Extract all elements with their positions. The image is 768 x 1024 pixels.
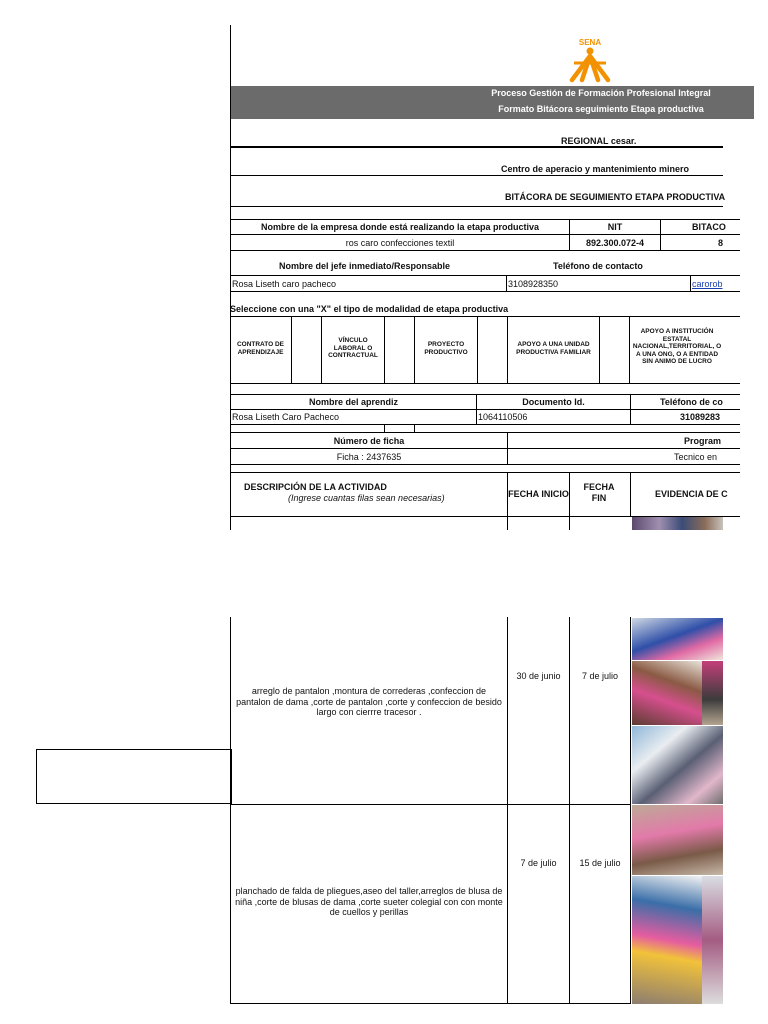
act-h-evidencia: EVIDENCIA DE C <box>655 489 728 499</box>
act-row1-inicio-cell <box>507 617 570 805</box>
act-row1-fin: 7 de julio <box>581 671 619 681</box>
header-line2: Formato Bitácora seguimiento Etapa productiva <box>498 104 704 114</box>
jefe-email-link[interactable]: carorob <box>692 279 723 289</box>
empresa-v-bitacora-cell <box>660 234 740 251</box>
act-h-fin: FECHA FIN <box>583 482 615 503</box>
empresa-v-bitacora: 8 <box>718 238 724 248</box>
mod-check-proyecto[interactable] <box>477 316 508 384</box>
act-h-inicio: FECHA INICIO <box>508 489 569 499</box>
act-h-desc-sub: (Ingrese cuantas filas sean necesarias) <box>288 493 445 503</box>
modalidad-title: Seleccione con una "X" el tipo de modalidad de etapa productiva <box>230 304 509 314</box>
jefe-v-nombre: Rosa Liseth caro pacheco <box>232 279 337 289</box>
act-strip-left <box>230 516 231 530</box>
ficha-h-numero: Número de ficha <box>333 436 405 446</box>
mod-opt-institucion: APOYO A INSTITUCIÓN ESTATAL NACIONAL,TERRITORIAL, O A UNA ONG, O A ENTIDAD SIN ANIMO DE LUCRO <box>632 328 722 365</box>
act-row2-fin-cell <box>569 804 631 1004</box>
evidence-photo-strip <box>632 517 723 530</box>
ficha-v-programa: Tecnico en <box>674 452 718 462</box>
act-h-desc: DESCRIPCIÓN DE LA ACTIVIDAD <box>244 482 387 492</box>
mod-opt-proyecto: PROYECTO PRODUCTIVO <box>424 341 468 356</box>
act-row2-desc: planchado de falda de pliegues,aseo del taller,arreglos de blusa de niña ,corte de blusas de dama ,corte sueter colegial con con monte de cuellos y perillas <box>235 886 503 917</box>
evidence-photo-3 <box>702 661 723 725</box>
evidence-photo-7 <box>702 876 723 1004</box>
mod-opt-unidad-familiar: APOYO A UNA UNIDAD PRODUCTIVA FAMILIAR <box>516 341 591 356</box>
sena-logo-icon <box>566 47 614 83</box>
act-row2-fin: 15 de julio <box>579 858 621 868</box>
mod-opt-vinculo: VÍNCULO LABORAL O CONTRACTUAL <box>328 337 378 359</box>
mod-check-vinculo[interactable] <box>384 316 415 384</box>
rule-1 <box>231 146 723 148</box>
mod-opt-contrato: CONTRATO DE APRENDIZAJE <box>236 341 285 356</box>
act-row2-inicio: 7 de julio <box>520 858 557 868</box>
evidence-photo-6 <box>632 876 702 1004</box>
jefe-h-nombre: Nombre del jefe inmediato/Responsable <box>279 261 451 271</box>
empresa-h-nit: NIT <box>607 222 623 232</box>
act-row1-inicio: 30 de junio <box>516 671 561 681</box>
ficha-h-programa: Program <box>684 436 722 446</box>
empresa-h-nombre: Nombre de la empresa donde está realizando la etapa productiva <box>260 222 540 232</box>
aprendiz-h-tel: Teléfono de co <box>660 397 723 407</box>
side-empty-box <box>36 749 232 804</box>
aprendiz-h-doc: Documento Id. <box>522 397 585 407</box>
aprendiz-v-doc: 1064110506 <box>478 412 528 422</box>
aprendiz-tick-2 <box>414 425 415 432</box>
empresa-v-nombre: ros caro confecciones textil <box>345 238 455 248</box>
act-row2-inicio-cell <box>507 804 570 1004</box>
jefe-v-tel: 3108928350 <box>508 279 559 289</box>
evidence-photo-2 <box>632 661 702 725</box>
evidence-photo-1 <box>632 618 723 660</box>
evidence-photo-4 <box>632 726 723 804</box>
header-line1: Proceso Gestión de Formación Profesional Integral <box>491 88 711 98</box>
aprendiz-v-nombre: Rosa Liseth Caro Pacheco <box>232 412 340 422</box>
act-strip-div2 <box>569 516 570 530</box>
centro-label: Centro de aperacio y mantenimiento minero <box>501 164 690 174</box>
empresa-v-nit: 892.300.072-4 <box>585 238 645 248</box>
aprendiz-v-tel: 31089283 <box>680 412 721 422</box>
evidence-photo-5 <box>632 805 723 875</box>
act-strip-div1 <box>507 516 508 530</box>
aprendiz-tick-1 <box>384 425 385 432</box>
aprendiz-h-nombre: Nombre del aprendiz <box>308 397 398 407</box>
rule-3 <box>231 206 723 207</box>
sena-logo-text: SENA <box>578 38 602 47</box>
act-row1-fin-cell <box>569 617 631 805</box>
mod-check-contrato[interactable] <box>291 316 322 384</box>
regional-label: REGIONAL cesar. <box>561 136 637 146</box>
act-row1-desc: arreglo de pantalon ,montura de correderas ,confeccion de pantalon de dama ,corte de pantalon ,corte y confeccion de besido largo con cierrre tracesor . <box>236 686 502 717</box>
sena-logo <box>566 38 614 82</box>
empresa-h-bitacora: BITACO <box>692 222 726 232</box>
ficha-v-numero: Ficha : 2437635 <box>336 452 402 462</box>
rule-2 <box>231 175 723 176</box>
bitacora-title: BITÁCORA DE SEGUIMIENTO ETAPA PRODUCTIVA <box>505 192 726 202</box>
mod-check-unidad-familiar[interactable] <box>599 316 630 384</box>
jefe-h-tel: Teléfono de contacto <box>553 261 643 271</box>
